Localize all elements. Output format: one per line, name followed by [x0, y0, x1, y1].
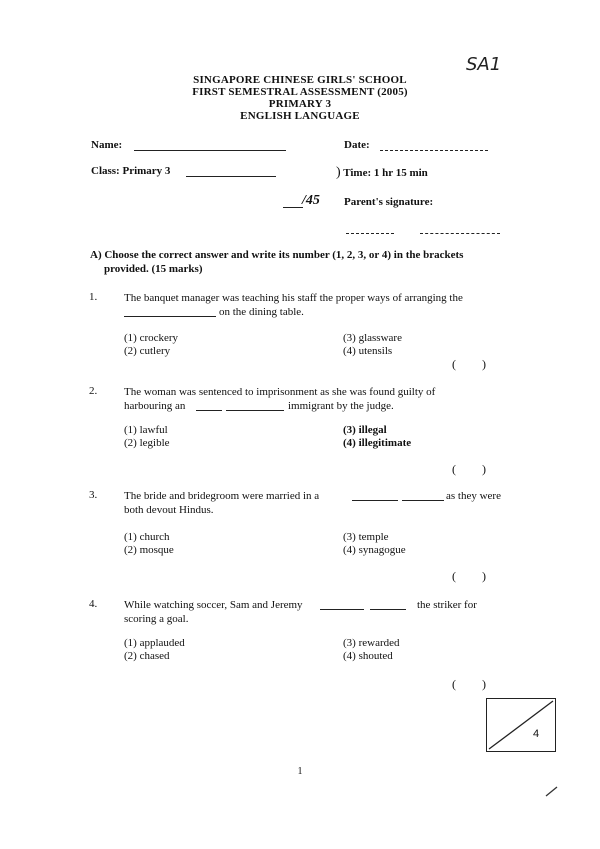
q1-text: The banquet manager was teaching his staff the proper ways of arranging the — [124, 292, 463, 304]
date-field[interactable] — [380, 150, 488, 151]
q3-option-3: (3) temple — [343, 531, 389, 543]
q2-option-4: (4) illegitimate — [343, 437, 412, 449]
q1-option-3: (3) glassware — [343, 332, 402, 344]
q1-answer-bracket[interactable]: ( ) — [452, 357, 486, 371]
q4-text-line2: scoring a goal. — [124, 613, 189, 625]
q2-blank-b[interactable] — [226, 410, 284, 411]
q4-number: 4. — [89, 598, 98, 610]
name-field[interactable] — [134, 150, 286, 151]
score-box-diagonal — [487, 699, 555, 751]
q2-text-cont: immigrant by the judge. — [288, 400, 394, 412]
q1-option-4: (4) utensils — [343, 345, 393, 357]
score-box-value: 4 — [533, 728, 540, 740]
q3-text-cont: as they were — [446, 490, 501, 502]
q2-option-3: (3) illegal — [343, 424, 387, 436]
q1-number: 1. — [89, 291, 98, 303]
signature-line-1[interactable] — [346, 233, 394, 234]
q1-option-2: (2) cutlery — [124, 345, 171, 357]
class-field[interactable] — [186, 176, 276, 177]
q4-option-4: (4) shouted — [343, 650, 393, 662]
q3-option-2: (2) mosque — [124, 544, 174, 556]
school-name: SINGAPORE CHINESE GIRLS' SCHOOL — [193, 74, 407, 86]
q2-text: The woman was sentenced to imprisonment as she was found guilty of — [124, 386, 436, 398]
section-instruction-cont: provided. (15 marks) — [104, 263, 203, 275]
q4-text-cont: the striker for — [417, 599, 477, 611]
q4-text: While watching soccer, Sam and Jeremy — [124, 599, 303, 611]
parent-signature-label: Parent's signature: — [344, 196, 434, 208]
score-box — [486, 698, 556, 752]
q4-option-3: (3) rewarded — [343, 637, 400, 649]
assessment-title: FIRST SEMESTRAL ASSESSMENT (2005) — [192, 86, 408, 98]
page-number: 1 — [297, 766, 303, 777]
subject-title: ENGLISH LANGUAGE — [240, 110, 360, 122]
name-label: Name: — [91, 139, 123, 151]
q1-blank[interactable] — [124, 316, 216, 317]
q4-answer-bracket[interactable]: ( ) — [452, 677, 486, 691]
q4-blank-a[interactable] — [320, 609, 364, 610]
level-title: PRIMARY 3 — [268, 98, 332, 110]
q2-number: 2. — [89, 385, 98, 397]
stray-mark — [544, 784, 560, 798]
q2-blank-a[interactable] — [196, 410, 222, 411]
q4-option-1: (1) applauded — [124, 637, 185, 649]
q3-option-1: (1) church — [124, 531, 170, 543]
q2-text-line2: harbouring an — [124, 400, 186, 412]
q2-answer-bracket[interactable]: ( ) — [452, 462, 486, 476]
signature-line-2[interactable] — [420, 233, 500, 234]
q2-option-2: (2) legible — [124, 437, 170, 449]
q3-text-line2: both devout Hindus. — [124, 504, 214, 516]
q1-option-1: (1) crockery — [124, 332, 179, 344]
q2-option-1: (1) lawful — [124, 424, 168, 436]
score-total: /45 — [302, 193, 320, 208]
section-instruction: A) Choose the correct answer and write its number (1, 2, 3, or 4) in the brackets — [90, 249, 464, 261]
q3-number: 3. — [89, 489, 98, 501]
score-field[interactable] — [283, 207, 303, 208]
q3-option-4: (4) synagogue — [343, 544, 406, 556]
q3-text: The bride and bridegroom were married in a — [124, 490, 320, 502]
q1-text-cont: on the dining table. — [219, 306, 304, 318]
q3-blank-b[interactable] — [402, 500, 444, 501]
q4-blank-b[interactable] — [370, 609, 406, 610]
corner-note: SA1 — [466, 54, 502, 75]
q3-blank-a[interactable] — [352, 500, 398, 501]
class-label: Class: Primary 3 — [91, 165, 171, 177]
q3-answer-bracket[interactable]: ( ) — [452, 569, 486, 583]
date-label: Date: — [344, 139, 370, 151]
time-label: ) Time: 1 hr 15 min — [336, 165, 428, 180]
q4-option-2: (2) chased — [124, 650, 170, 662]
